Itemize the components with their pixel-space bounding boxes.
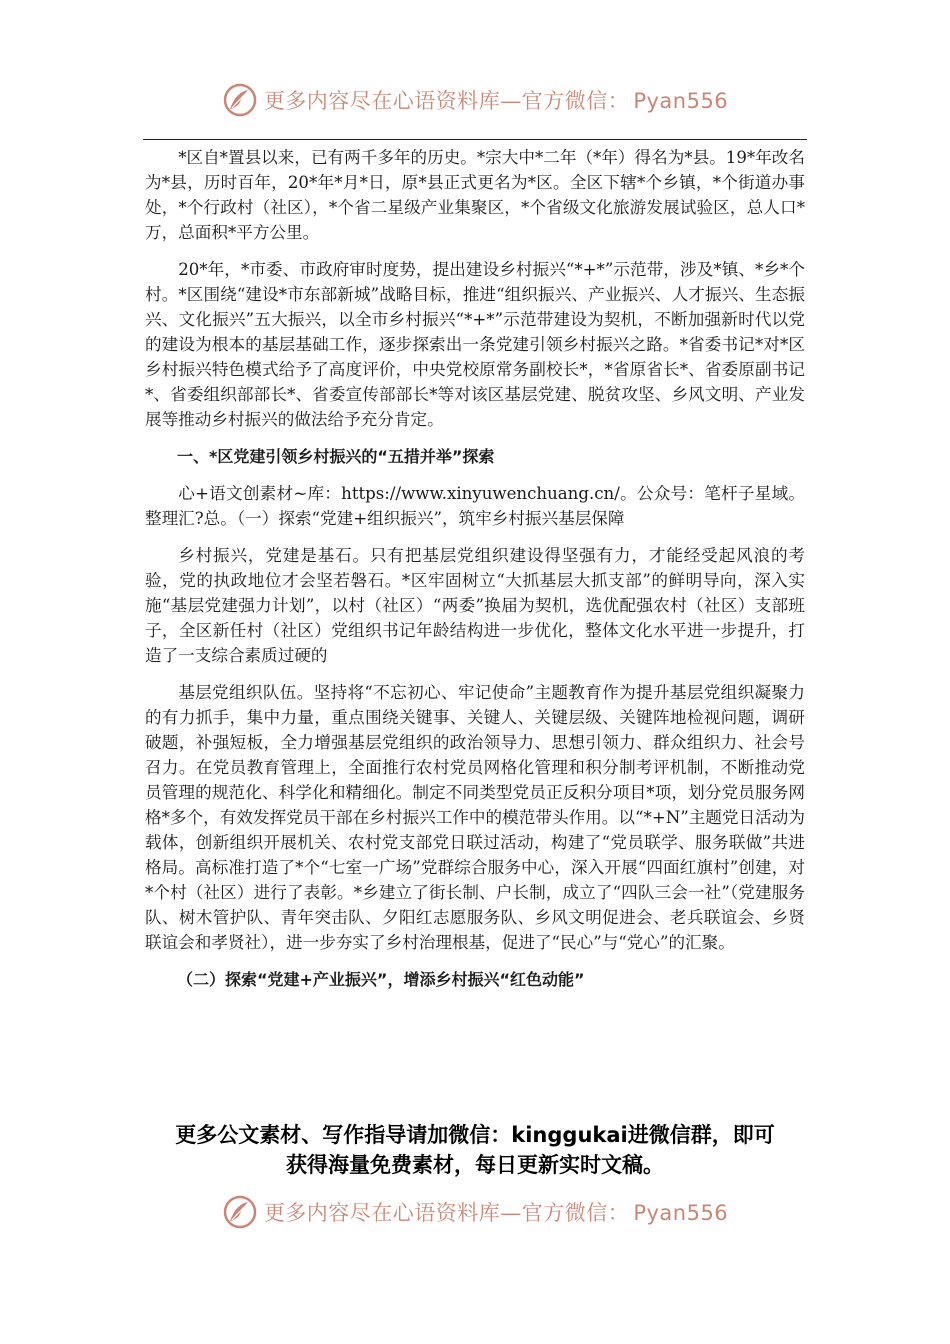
- brand-logo-icon: [222, 82, 258, 118]
- promo-line-1: 更多公文素材、写作指导请加微信：kinggukai进微信群，即可: [175, 1123, 775, 1147]
- section-heading-2: （二）探索“党建+产业振兴”，增添乡村振兴“红色动能”: [177, 970, 585, 989]
- paragraph-4: 基层党组织队伍。坚持将“不忘初心、牢记使命”主题教育作为提升基层党组织凝聚力的有力抓手，集中力量，重点围绕关键事、关键人、关键层级、关键阵地检视问题，调研破题，补强短板，全力增强基层党组织的政治领导力、思想引领力、群众组织力、社会号召力。在党员教育管理上，全面推行农村党员网格化管理和积分制考评机制，不断推动党员管理的规范化、科学化和精细化。制定不同类型党员正反积分项目*项，划分党员服务网格*多个，有效发挥党员干部在乡村振兴工作中的模范带头作用。以“*+N”主题党日活动为载体，创新组织开展机关、农村党支部党日联过活动，构建了“党员联学、服务联做”共进格局。高标准打造了*个“七室一广场”党群综合服务中心，深入开展“四面红旗村”创建，对*个村（社区）进行了表彰。*乡建立了街长制、户长制，成立了“四队三会一社”（党建服务队、树木管护队、青年突击队、夕阳红志愿服务队、乡风文明促进会、老兵联谊会、乡贤联谊会和孝贤社），进一步夯实了乡村治理根基，促进了“民心”与“党心”的汇聚。: [145, 683, 805, 952]
- banner-text: 更多内容尽在心语资料库—官方微信： Pyan556: [263, 89, 729, 113]
- footer-watermark-banner: [0, 1190, 950, 1234]
- brand-logo-icon: [222, 1194, 258, 1230]
- header-watermark-banner: [0, 78, 950, 122]
- section-heading-1: 一、*区党建引领乡村振兴的“五措并举”探索: [177, 447, 495, 466]
- header-divider: [143, 139, 807, 140]
- document-body: [145, 145, 805, 1004]
- paragraph-3: 乡村振兴，党建是基石。只有把基层党组织建设得坚强有力，才能经受起风浪的考验，党的执政地位才会坚若磐石。*区牢固树立“大抓基层大抓支部”的鲜明导向，深入实施“基层党建强力计划”，以村（社区）“两委”换届为契机，选优配强农村（社区）支部班子，全区新任村（社区）党组织书记年龄结构进一步优化，整体文化水平进一步提升，打造了一支综合素质过硬的: [145, 546, 805, 665]
- source-line: 心+语文创素材~库：https://www.xinyuwenchuang.cn/。公众号：笔杆子星域。整理汇?总。（一）探索“党建+组织振兴”，筑牢乡村振兴基层保障: [145, 484, 805, 528]
- paragraph-1: *区自*置县以来，已有两千多年的历史。*宗大中*二年（*年）得名为*县。19*年改名为*县，历时百年，20*年*月*日，原*县正式更名为*区。全区下辖*个乡镇，*个街道办事处，*个行政村（社区），*个省二星级产业集聚区，*个省级文化旅游发展试验区，总人口*万，总面积*平方公里。: [145, 148, 805, 242]
- promo-notice: [120, 1120, 830, 1180]
- banner-wechat-id: Pyan556: [633, 1201, 729, 1225]
- banner-wechat-id: Pyan556: [633, 89, 729, 113]
- paragraph-2: 20*年，*市委、市政府审时度势，提出建设乡村振兴“*+*”示范带，涉及*镇、*乡*个村。*区围绕“建设*市东部新城”战略目标，推进“组织振兴、产业振兴、人才振兴、生态振兴、文化振兴”五大振兴，以全市乡村振兴“*+*”示范带建设为契机，不断加强新时代以党的建设为根本的基层基础工作，逐步探索出一条党建引领乡村振兴之路。*省委书记*对*区乡村振兴特色模式给予了高度评价，中央党校原常务副校长*，*省原省长*、省委原副书记*、省委组织部部长*、省委宣传部部长*等对该区基层党建、脱贫攻坚、乡风文明、产业发展等推动乡村振兴的做法给予充分肯定。: [145, 260, 805, 429]
- promo-line-2: 获得海量免费素材，每日更新实时文稿。: [286, 1153, 664, 1177]
- banner-text: 更多内容尽在心语资料库—官方微信： Pyan556: [263, 1201, 729, 1225]
